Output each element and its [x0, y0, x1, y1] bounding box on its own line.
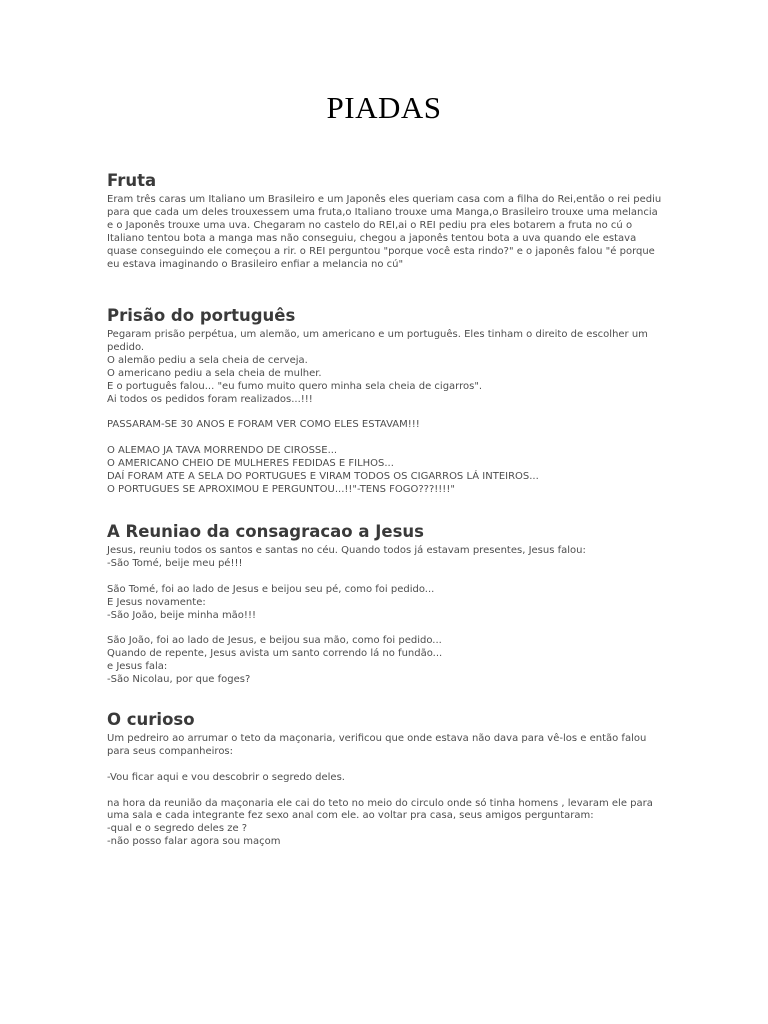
section-o-curioso: [107, 709, 663, 849]
section-body: Um pedreiro ao arrumar o teto da maçonaria, verificou que onde estava não dava para vê-los e então falou para seus companheiros: -Vou ficar aqui e vou descobrir o segredo deles. na hora da reunião da maçonaria ele cai do teto no meio do circulo onde só tinha homens , levaram ele para uma sala e cada integrante fez sexo anal com ele. ao voltar pra casa, seus amigos perguntaram: -qual e o segredo deles ze ? -não posso falar agora sou maçom: [107, 733, 653, 848]
section-fruta: [107, 170, 663, 271]
section-body: Eram três caras um Italiano um Brasileiro e um Japonês eles queriam casa com a filha do Rei,então o rei pediu para que cada um deles trouxessem uma fruta,o Italiano trouxe uma Manga,o Brasileiro trouxe uma melancia e o Japonês trouxe uma uva. Chegaram no castelo do REI,ai o REI pediu pra eles botarem a fruta no cú o Italiano tentou bota a manga mas não conseguiu, chegou a japonês tentou bota a uva quando ele estava quase conseguindo ele começou a rir. o REI perguntou "porque você esta rindo?" e o japonês falou "é porque eu estava imaginando o Brasileiro enfiar a melancia no cú": [107, 194, 665, 270]
section-heading: Fruta: [107, 171, 157, 190]
document-title: PIADAS: [326, 90, 442, 125]
section-prisao-do-portugues: [107, 305, 663, 497]
section-reuniao-consagracao: [107, 521, 663, 687]
section-body: Jesus, reuniu todos os santos e santas no céu. Quando todos já estavam presentes, Jesus falou: -São Tomé, beije meu pé!!! São Tomé, foi ao lado de Jesus e beijou seu pé, como foi pedido... E Jesus novamente: -São João, beije minha mão!!! São João, foi ao lado de Jesus, e beijou sua mão, como foi pedido... Quando de repente, Jesus avista um santo correndo lá no fundão... e Jesus fala: -São Nicolau, por que foges?: [107, 545, 586, 686]
section-heading: Prisão do português: [107, 306, 296, 325]
section-heading: O curioso: [107, 710, 195, 729]
section-heading: A Reuniao da consagracao a Jesus: [107, 522, 424, 541]
section-body: Pegaram prisão perpétua, um alemão, um americano e um português. Eles tinham o direito de escolher um pedido. O alemão pediu a sela cheia de cerveja. O americano pediu a sela cheia de mulher. E o português falou... "eu fumo muito quero minha sela cheia de cigarros". Ai todos os pedidos foram realizados...!!! PASSARAM-SE 30 ANOS E FORAM VER COMO ELES ESTAVAM!!! O ALEMAO JA TAVA MORRENDO DE CIROSSE... O AMERICANO CHEIO DE MULHERES FEDIDAS E FILHOS... DAÍ FORAM ATE A SELA DO PORTUGUES E VIRAM TODOS OS CIGARROS LÁ INTEIROS... O PORTUGUES SE APROXIMOU E PERGUNTOU...!!"-TENS FOGO???!!!!": [107, 329, 648, 495]
